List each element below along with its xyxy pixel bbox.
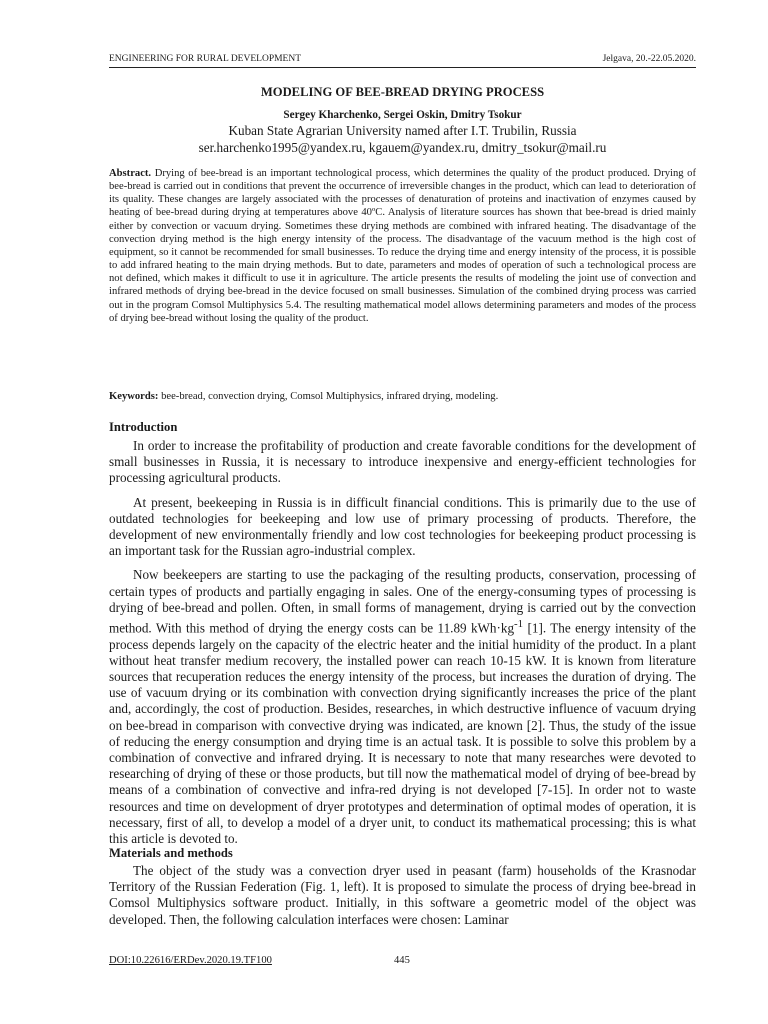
paper-title: MODELING OF BEE-BREAD DRYING PROCESS bbox=[260, 85, 545, 99]
conference-place-date: Jelgava, 20.-22.05.2020. bbox=[602, 54, 696, 64]
keywords-text: bee-bread, convection drying, Comsol Multiphysics, infrared drying, modeling. bbox=[161, 391, 499, 402]
keywords bbox=[109, 391, 696, 402]
intro-paragraph-3 bbox=[109, 567, 696, 847]
abstract-label: Abstract. bbox=[109, 168, 152, 179]
author-emails: ser.harchenko1995@yandex.ru, kgauem@yandex.ru, dmitry_tsokur@mail.ru bbox=[198, 140, 607, 155]
superscript-exponent: -1 bbox=[514, 618, 524, 631]
author-list: Sergey Kharchenko, Sergei Oskin, Dmitry Tsokur bbox=[283, 109, 522, 121]
introduction-body bbox=[109, 438, 696, 855]
methods-paragraph-1: The object of the study was a convection dryer used in peasant (farm) households of the Krasnodar Territory of the Russian Federation (Fig. 1, left). It is proposed to simulate the process of drying bee-bread in Comsol Multiphysics software product. Initially, in this software a geometric model of the object was developed. Then, the following calculation interfaces were chosen: Laminar bbox=[109, 863, 696, 927]
affiliation-block bbox=[109, 122, 696, 156]
abstract-text: Drying of bee-bread is an important technological process, which determines the quality of the product produced. Drying of bee-bread is carried out in conditions that prevent the occurrence of irreversible changes in the product, which can lead to deterioration of its quality. These changes are largely associated with the processes of denaturation of proteins and inactivation of enzymes caused by heating of bee-bread during drying at temperatures above 40ºC. Analysis of literature sources has shown that bee-bread is dried mainly either by convection or vacuum drying. Sometimes these drying methods are combined with infrared heating. The disadvantage of the convection drying method is the high energy intensity of the process. The disadvantage of the vacuum method is the high cost of equipment, so it cannot be recommended for small businesses. To reduce the drying time and energy intensity of the process, it is possible to add infrared heating to the main drying methods. But to date, parameters and modes of operation of such a technological process are not defined, which makes it difficult to use it in agriculture. The article presents the results of modeling the joint use of convection and infrared methods of drying bee-bread in the device focused on small businesses. Simulation of the combined drying process was carried out in the program Comsol Multiphysics 5.4. The resulting mathematical model allows determining parameters and modes of the process of drying bee-bread without losing the quality of the product. bbox=[109, 168, 696, 324]
intro-paragraph-2: At present, beekeeping in Russia is in difficult financial conditions. This is primarily due to the use of outdated technologies for beekeeping and low use of primary processing of products. Therefore, the development of new environmentally friendly and low cost technologies for beekeeping product processing is an important task for the Russian agro-industrial complex. bbox=[109, 494, 696, 559]
page-number: 445 bbox=[394, 955, 410, 966]
introduction-heading: Introduction bbox=[109, 420, 178, 434]
keywords-label: Keywords: bbox=[109, 391, 159, 402]
running-header bbox=[109, 54, 696, 68]
materials-methods-body bbox=[109, 863, 696, 936]
materials-methods-heading: Materials and methods bbox=[109, 846, 233, 860]
abstract bbox=[109, 167, 696, 325]
intro-paragraph-1: In order to increase the profitability of production and create favorable conditions for the development of small businesses in Russia, it is necessary to introduce inexpensive and energy-efficient technologies for processing agricultural products. bbox=[109, 438, 696, 486]
doi-link[interactable]: DOI:10.22616/ERDev.2020.19.TF100 bbox=[109, 955, 272, 966]
conference-name: ENGINEERING FOR RURAL DEVELOPMENT bbox=[109, 54, 302, 64]
intro-p3-part-1: Now beekeepers are starting to use the packaging of the resulting products, conservation, processing of certain types of products and partially engaging in sales. One of the energy-consuming types of processing is drying of bee-bread and pollen. Often, in small forms of management, drying is carried out by the convection method. With this method of drying the energy costs can be 11.89 kWh·kg bbox=[109, 567, 696, 636]
affiliation: Kuban State Agrarian University named after I.T. Trubilin, Russia bbox=[228, 123, 577, 138]
intro-p3-part-2: [1]. The energy intensity of the process depends largely on the capacity of the electric heater and the initial humidity of the product. In a plant without heat transfer medium recovery, the installed power can reach 10-15 kW. It is known from literature sources that recuperation reduces the energy intensity of the process, but increases the duration of drying. The use of vacuum drying or its combination with convection drying significantly increases the price of the plant and, accordingly, the cost of production. Besides, researches, in which destructive influence of vacuum drying on bee-bread in comparison with convective drying was indicated, are known [2]. Thus, the study of the issue of reducing the energy consumption and drying time is an actual task. It is possible to solve this problem by a combination of convective and infrared drying. It is necessary to note that many researches were devoted to researching of drying of these or those products, but till now the mathematical model of drying of bee-bread by means of a combination of convective and infra-red drying is not developed [7-15]. In order not to waste resources and time on development of dryer prototypes and determination of optimal modes of operation, it is necessary, first of all, to develop a model of a dryer unit, to conduct its mathematical processing; this is what this article is devoted to. bbox=[109, 620, 696, 847]
